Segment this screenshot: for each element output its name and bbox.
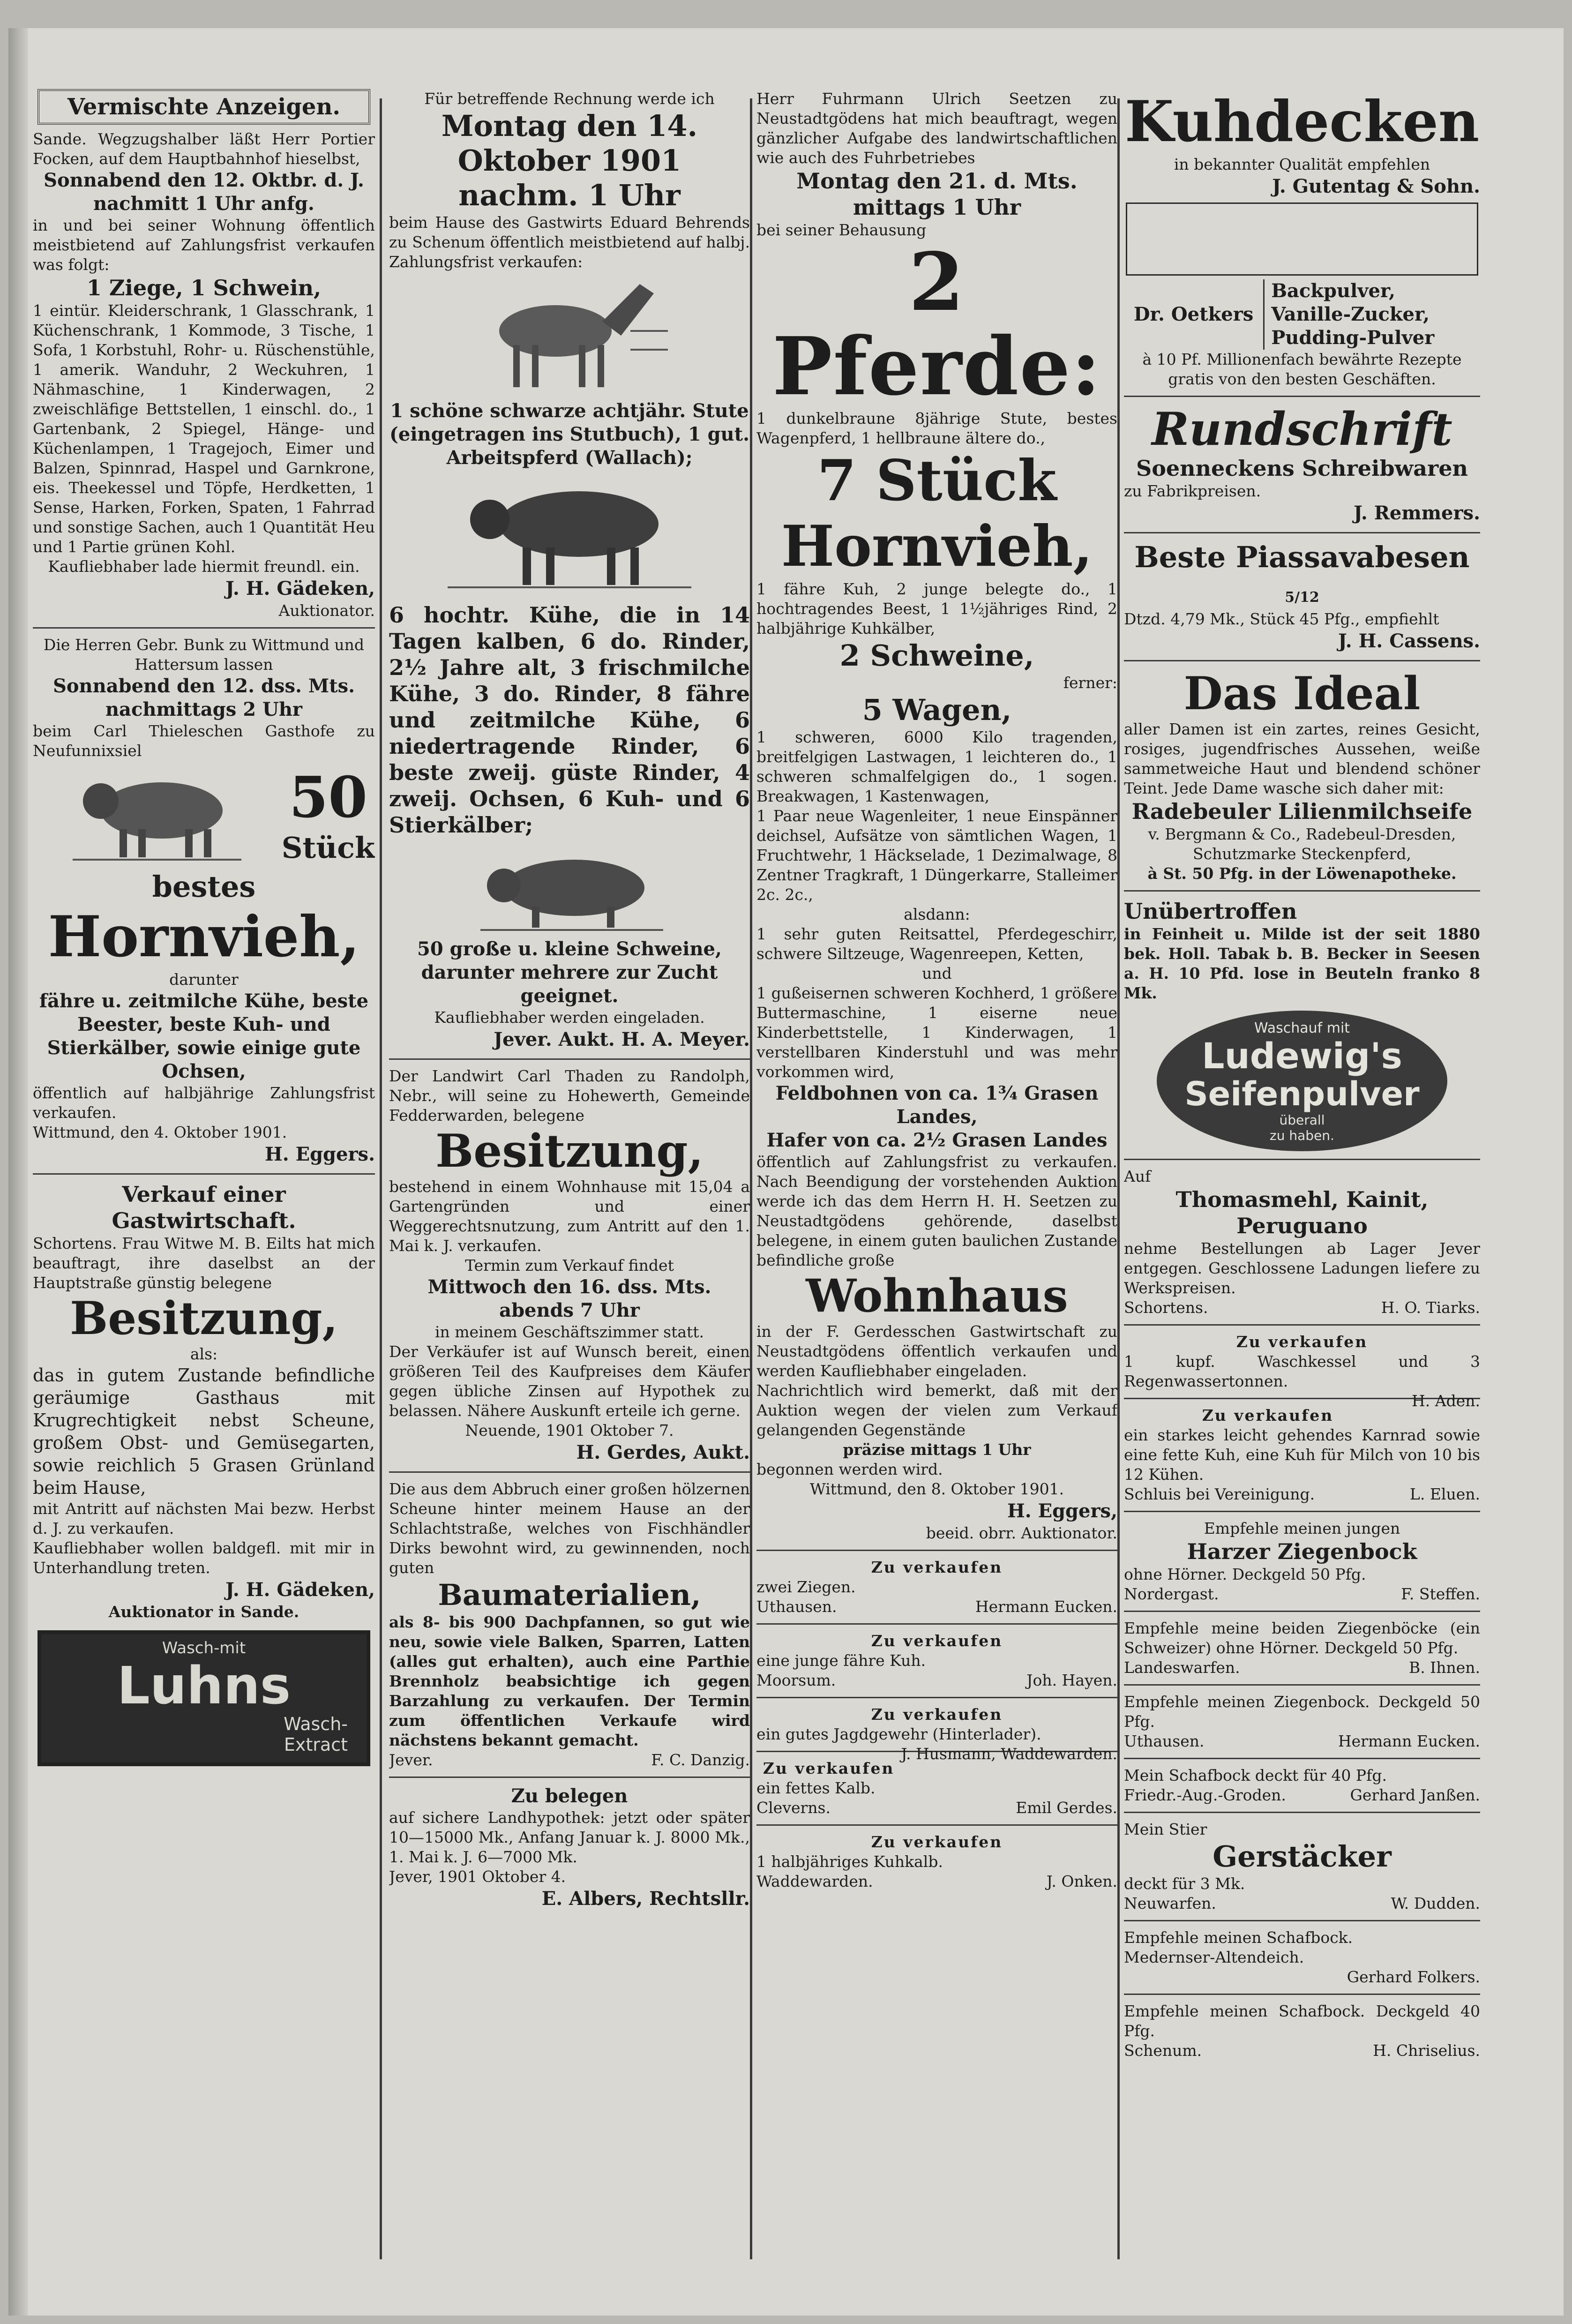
ad-text: ein gutes Jagdgewehr (Hinterlader).: [756, 1725, 1041, 1743]
ad-ziegenbock-uthausen: [1124, 1684, 1480, 1751]
ad-date: Montag den 21. d. Mts.: [796, 168, 1078, 194]
ad-headline: Thomasmehl, Kainit, Peruguano: [1175, 1187, 1429, 1238]
small-ad: [1124, 1324, 1480, 1410]
ad-separator: [1124, 1511, 1480, 1512]
ad-intro: Auf: [1124, 1167, 1151, 1185]
ad-separator: [1124, 396, 1480, 397]
ad-title: Zu verkaufen: [1202, 1406, 1334, 1424]
ad-sign-row: [756, 1872, 1117, 1891]
ad-time2: präzise mittags 1 Uhr: [843, 1440, 1031, 1459]
ad-headline: Harzer Ziegenbock: [1187, 1539, 1417, 1564]
ad-signature: H. Eggers,: [1007, 1500, 1117, 1522]
ad-text: ein fettes Kalb.: [756, 1779, 876, 1797]
ad-beans: Feldbohnen von ca. 1¾ Grasen Landes,: [775, 1082, 1099, 1128]
ad-cattle-count: 7 Stück: [817, 448, 1057, 514]
ad-animals: 1 Ziege, 1 Schwein,: [86, 275, 322, 300]
ad-count: 50: [289, 765, 367, 831]
cow-and-count: [33, 761, 375, 870]
ad-name: Joh. Hayen.: [1026, 1671, 1117, 1689]
ad-time: mittags 1 Uhr: [853, 195, 1021, 220]
ad-cattle-head: Hornvieh,: [781, 513, 1093, 579]
ad-signature: H. Eggers.: [264, 1143, 375, 1165]
ad-horses-head: 2 Pferde:: [772, 235, 1102, 413]
ad-name: Emil Gerdes.: [1016, 1799, 1117, 1817]
ad-date: Mittwoch den 16. dss. Mts.: [427, 1276, 711, 1298]
logo-product: Seifenpulver: [1184, 1075, 1420, 1113]
ad-separator: [1124, 532, 1480, 533]
ad-terms: Der Verkäufer ist auf Wunsch bereit, einen größeren Teil des Kaufpreises dem Käufer gegen übliche Zinsen auf Hypothek zu belassen. Nähere Auskunft erteile ich gerne.: [389, 1342, 750, 1420]
ad-headline: Das Ideal: [1183, 667, 1421, 720]
ad-ferner: ferner:: [1063, 674, 1117, 692]
ad-text: als 8- bis 900 Dachpfannen, so gut wie neu, sowie viele Balken, Sparren, Latten (alles gut erhalten), auch eine Parthie Brennholz beabsichtige ich gegen Barzahlung zu verkaufen. Der Termin zum öffentlichen Verkaufe wird nächstens bekannt gemacht.: [389, 1613, 750, 1749]
ad-text: in und bei seiner Wohnung öffentlich meistbietend auf Zahlungsfrist verkaufen was folgt:: [33, 216, 375, 274]
ad-text: eine junge fähre Kuh.: [756, 1651, 926, 1670]
ad-sign-row: [756, 1671, 1117, 1690]
ad-headline: Hornvieh,: [48, 904, 360, 970]
ad-place: Schenum.: [1124, 2041, 1202, 2060]
ad-place: beim Carl Thieleschen Gasthofe zu Neufunnixsiel: [33, 722, 375, 760]
ad-price: zu Fabrikpreisen.: [1124, 482, 1261, 500]
ad-title: Verkauf einer Gastwirtschaft.: [112, 1182, 296, 1233]
ad-headline: Besitzung,: [70, 1292, 338, 1345]
ad-role: beeid. obrr. Auktionator.: [926, 1524, 1117, 1542]
ad-maker: v. Bergmann & Co., Radebeul-Dresden, Schutzmarke Steckenpferd,: [1148, 825, 1456, 863]
ad-als: als:: [190, 1345, 218, 1363]
small-ad: [1124, 1398, 1480, 1504]
ad-headline: Unübertroffen: [1124, 899, 1297, 924]
ad-separator: [389, 1058, 750, 1060]
ad-intro: Für betreffende Rechnung werde ich: [424, 90, 715, 108]
ad-schafbock-schenum: [1124, 1994, 1480, 2061]
ad-title: Zu verkaufen: [871, 1833, 1003, 1851]
ad-time: nachmitt 1 Uhr anfg.: [93, 193, 314, 215]
ad-auction-sande: [33, 129, 375, 621]
column-3: [756, 89, 1117, 2287]
ad-intro: Der Landwirt Carl Thaden zu Randolph, Nebr., will seine zu Hohewerth, Gemeinde Fedderwarden, belegene: [389, 1067, 750, 1125]
ad-separator: [1124, 1684, 1480, 1686]
ad-title: Zu belegen: [511, 1785, 628, 1807]
ad-signature: H. Gerdes, Aukt.: [576, 1441, 750, 1463]
ad-intro: Empfehle meinen jungen: [1204, 1519, 1400, 1537]
ad-thomasmehl: [1124, 1167, 1480, 1318]
ad-text: deckt für 3 Mk.: [1124, 1874, 1245, 1893]
ad-intro: Die Herren Gebr. Bunk zu Wittmund und Hattersum lassen: [43, 636, 365, 674]
ad-signature: H. O. Tiarks.: [1381, 1298, 1480, 1317]
ad-dateline: Jever, 1901 Oktober 4.: [389, 1867, 566, 1886]
ad-pigs: 2 Schweine,: [839, 638, 1034, 673]
ad-text: aller Damen ist ein zartes, reines Gesicht, rosiges, jugendfrisches Aussehen, weiße sammetweiche Haut und blendend schöner Teint. Jede Dame wasche sich daher mit:: [1124, 720, 1480, 797]
ad-time: abends 7 Uhr: [499, 1299, 640, 1321]
ad-alsdann: alsdann:: [904, 905, 970, 923]
ad-besen: [1124, 540, 1480, 653]
ad-place: Moorsum.: [756, 1671, 836, 1689]
horse-illustration: [462, 275, 677, 397]
ad-items: 1 eintür. Kleiderschrank, 1 Glasschrank, 1 Küchenschrank, 1 Kommode, 3 Tische, 1 Sofa, 1 Korbstuhl, Rohr- u. Rüschenstühle, 1 amerik. Wanduhr, 2 Weckuhren, 1 Nähmaschine, 1 Kinderwagen, 2 zweischläfige Bettstellen, 1 einschl. do., 1 Gartenbank, 2 Spiegel, Hänge- und Küchenlampen, 1 Tragejoch, Eimer und Balzen, Spinnrad, Haspel und Garnkrone, eis. Theekessel und Töpfe, Herdketten, 1 Sense, Harken, Forken, Spaten, 1 Fahrrad und sonstige Sachen, auch 1 Quantität Heu und 1 Partie grünen Kohl.: [33, 301, 375, 556]
ad-separator: [33, 627, 375, 629]
ad-signature: E. Albers, Rechtsllr.: [541, 1888, 750, 1910]
ad-name: Gerhard Janßen.: [1350, 1786, 1480, 1804]
ad-role: Auktionator.: [278, 601, 375, 620]
ad-place: Schluis bei Vereinigung.: [1124, 1485, 1315, 1503]
ad-separator: [756, 1697, 1117, 1698]
ludewig-logo: [1157, 1011, 1447, 1151]
ad-place: Cleverns.: [756, 1799, 831, 1817]
ad-ideal: [1124, 668, 1480, 884]
ad-name: B. Ihnen.: [1408, 1658, 1480, 1677]
ad-text: in bekannter Qualität empfehlen: [1174, 155, 1430, 173]
ad-signature: J. H. Gädeken,: [225, 1579, 375, 1601]
ad-besitzung-fedderwarden: [389, 1066, 750, 1465]
ad-closing: Kaufliebhaber wollen baldgefl. mit mir in Unterhandlung treten.: [33, 1539, 375, 1577]
ad-cattle-wittmund: [33, 635, 375, 1167]
ad-title: Zu verkaufen: [871, 1558, 1003, 1576]
ad-separator: [389, 1777, 750, 1778]
ad-separator: [756, 1623, 1117, 1625]
ad-headline: Gerstäcker: [1213, 1839, 1392, 1874]
ad-signature: Jever. Aukt. H. A. Meyer.: [494, 1028, 750, 1050]
ad-sign-row: [1124, 1484, 1480, 1504]
ad-intro: Sande. Wegzugshalber läßt Herr Portier Focken, auf dem Hauptbahnhof hieselbst,: [33, 130, 375, 168]
count-block: [282, 765, 375, 865]
ad-place: Neuwarfen.: [1124, 1894, 1216, 1912]
ad-tools: 1 Paar neue Wagenleiter, 1 neue Einspänner deichsel, Aufsätze von sämtlichen Wagen, 1 Fruchtwehr, 1 Häckselade, 1 Dezimalwage, 8 Zentner Tragkraft, 1 Düngerkarre, Stalleimer 2c. 2c.,: [756, 807, 1117, 904]
ad-signature: J. Remmers.: [1354, 502, 1480, 524]
ad-text: auf sichere Landhypothek: jetzt oder später 10—15000 Mk., Anfang Januar k. J. 8000 Mk., 1. Mai k. J. 6—7000 Mk.: [389, 1808, 750, 1866]
ad-closing: Kaufliebhaber werden eingeladen.: [434, 1008, 705, 1027]
ad-time: nachm. 1 Uhr: [458, 178, 681, 212]
luhns-logo: [37, 1630, 370, 1766]
small-ad: [756, 1623, 1117, 1690]
ad-name: J. Onken.: [1046, 1872, 1117, 1890]
oetker-row: [1124, 279, 1480, 350]
column-rule: [750, 98, 752, 2259]
ad-place: Uthausen.: [1124, 1732, 1205, 1750]
ad-fraction: 5/12: [1285, 589, 1319, 606]
cow-illustration: [68, 764, 246, 867]
ad-text: zwei Ziegen.: [756, 1578, 856, 1596]
ad-intro: Herr Fuhrmann Ulrich Seetzen zu Neustadtgödens hat mich beauftragt, wegen gänzlicher Aufgabe des landwirtschaftlichen wie auch des Fuhrbetriebes: [756, 90, 1117, 167]
ad-separator: [1124, 1611, 1480, 1612]
ad-auction-schenum: [389, 89, 750, 1052]
ad-name: L. Eluen.: [1409, 1485, 1480, 1503]
ad-text: Empfehle meinen Schafbock.: [1124, 1928, 1353, 1947]
ad-separator: [1124, 890, 1480, 892]
ad-name: F. Steffen.: [1401, 1585, 1480, 1603]
cow-illustration: [438, 472, 701, 599]
ad-ziegenboecke: [1124, 1611, 1480, 1678]
logo-brand: Luhns: [117, 1656, 291, 1716]
ad-signature: J. H. Gädeken,: [225, 577, 375, 600]
ad-tabak: [1124, 898, 1480, 1003]
ad-text: Empfehle meine beiden Ziegenböcke (ein Schweizer) ohne Hörner. Deckgeld 50 Pfg.: [1124, 1619, 1480, 1657]
logo-sub2: zu haben.: [1270, 1128, 1334, 1143]
ad-text: ein starkes leicht gehendes Karnrad sowie eine fette Kuh, eine Kuh für Milch von 10 bis 12 Kühen.: [1124, 1426, 1480, 1484]
ad-name: H. Aden.: [1412, 1392, 1480, 1410]
ad-auction-neustadtgoedens: [756, 89, 1117, 1543]
ad-date: Sonnabend den 12. Oktbr. d. J.: [44, 169, 364, 191]
ad-horses: 1 dunkelbraune 8jährige Stute, bestes Wagenpferd, 1 hellbraune ältere do.,: [756, 409, 1117, 447]
ad-separator: [1124, 1812, 1480, 1813]
ad-headline-row: [1124, 540, 1480, 609]
ad-terms: öffentlich auf Zahlungsfrist zu verkaufen. Nach Beendigung der vorstehenden Auktion werde ich das dem Herrn H. H. Seetzen zu Neustadtgödens gehörende, daselbst belegene, in einem guten baulichen Zustande befindliche große: [756, 1153, 1117, 1269]
ad-name: Gerhard Folkers.: [1347, 1968, 1480, 1986]
ad-headline: Kuhdecken: [1124, 89, 1480, 155]
ad-best: bestes: [152, 870, 256, 904]
ad-signature: J. H. Cassens.: [1338, 630, 1480, 652]
ad-bold-text: fähre u. zeitmilche Kühe, beste Beester, beste Kuh- und Stierkälber, sowie einige gute Ochsen,: [39, 990, 369, 1082]
ad-sign-row: [1124, 1298, 1480, 1318]
ad-place: Jever.: [389, 1751, 433, 1769]
ad-closing: Kaufliebhaber lade hiermit freundl. ein.: [48, 557, 360, 576]
ad-price: à 10 Pf. Millionenfach bewährte Rezepte gratis von den besten Geschäften.: [1142, 350, 1462, 388]
empty-box: [1126, 202, 1478, 276]
ad-oetker: [1124, 279, 1480, 389]
ad-place: Landeswarfen.: [1124, 1658, 1240, 1677]
ad-dateline: Wittmund, den 8. Oktober 1901.: [809, 1480, 1064, 1498]
ad-schafbock-medernser: [1124, 1920, 1480, 1987]
ad-signature: F. C. Danzig.: [651, 1751, 750, 1769]
ad-dateline: Neuende, 1901 Oktober 7.: [465, 1421, 674, 1439]
newspaper-page: [8, 28, 1564, 2316]
ad-term: Termin zum Verkauf findet: [465, 1256, 674, 1274]
column-rule: [380, 98, 382, 2259]
ad-dateline: Wittmund, den 4. Oktober 1901.: [33, 1123, 287, 1141]
ad-place: Uthausen.: [756, 1597, 837, 1616]
ad-schafbock-groden: [1124, 1758, 1480, 1805]
ad-wagons: 5 Wagen,: [862, 693, 1012, 727]
ad-rundschrift: [1124, 404, 1480, 525]
ad-text: das in gutem Zustande befindliche geräumige Gasthaus mit Krugrechtigkeit nebst Scheune, großem Obst- und Gemüsegarten, sowie reichlich 5 Grasen Grünland beim Hause,: [33, 1365, 375, 1498]
ad-text: Mein Schafbock deckt für 40 Pfg.: [1124, 1766, 1387, 1784]
ad-name: J. Husmann, Waddewarden.: [901, 1745, 1117, 1763]
logo-sub1: Wasch-: [284, 1714, 348, 1734]
section-header: Vermischte Anzeigen.: [37, 89, 370, 125]
column-1: [33, 89, 375, 2287]
page-spine: [8, 28, 28, 2316]
ad-sign-row: [1124, 1658, 1480, 1678]
ad-separator: [756, 1550, 1117, 1551]
ad-name: Hermann Eucken.: [975, 1597, 1117, 1616]
ad-name: Hermann Eucken.: [1338, 1732, 1480, 1750]
ad-separator: [1124, 1920, 1480, 1921]
ad-sign-row: [1124, 1785, 1480, 1805]
ad-price: à St. 50 Pfg. in der Löwenapotheke.: [1147, 864, 1457, 883]
ad-intro: Schortens. Frau Witwe M. B. Eilts hat mich beauftragt, ihre daselbst an der Hauptstraße günstig belegene: [33, 1234, 375, 1292]
ad-place: Schortens.: [1124, 1298, 1208, 1317]
ad-baumaterialien: [389, 1479, 750, 1770]
ad-text: Empfehle meinen Schafbock. Deckgeld 40 Pfg.: [1124, 2002, 1480, 2040]
ad-title: Zu verkaufen: [763, 1759, 895, 1777]
ad-pigs: 50 große u. kleine Schweine, darunter mehrere zur Zucht geeignet.: [417, 938, 722, 1007]
ad-house-text: in der F. Gerdesschen Gastwirtschaft zu Neustadtgödens öffentlich verkaufen und werden Kaufliebhaber eingeladen.: [756, 1322, 1117, 1380]
column-4: [1124, 89, 1480, 2287]
ad-intro: Die aus dem Abbruch einer großen hölzernen Scheune hinter meinem Hause an der Schlachtstraße, welches von Fischhändler Dirks bewohnt wird, zu gewinnenden, noch guten: [389, 1480, 750, 1577]
ad-place: Medernser-Altendeich.: [1124, 1948, 1304, 1966]
logo-top: Waschauf mit: [1254, 1020, 1350, 1036]
ad-place: Nordergast.: [1124, 1585, 1219, 1603]
ad-kuhdecken: [1124, 89, 1480, 199]
ad-title: Zu verkaufen: [871, 1632, 1003, 1650]
ad-separator: [1124, 660, 1480, 661]
ad-horses: 1 schöne schwarze achtjähr. Stute (eingetragen ins Stutbuch), 1 gut. Arbeitspferd (Wallach);: [389, 400, 750, 469]
ad-date: Montag den 14. Oktober 1901: [441, 109, 698, 178]
ad-text: 1 halbjähriges Kuhkalb.: [756, 1852, 943, 1871]
ad-place: in meinem Geschäftszimmer statt.: [434, 1323, 704, 1341]
ad-text: bestehend in einem Wohnhause mit 15,04 a Gartengründen und einer Weggerechtsnutzung, zum Antritt auf den 1. Mai k. J. verkaufen.: [389, 1177, 750, 1255]
ad-place: Waddewarden.: [756, 1872, 873, 1890]
ad-sign-row: [756, 1798, 1117, 1818]
ad-terms: mit Antritt auf nächsten Mai bezw. Herbst d. J. zu verkaufen.: [33, 1499, 375, 1537]
ad-text: nehme Bestellungen ab Lager Jever entgegen. Geschlossene Ladungen liefere zu Werkspreisen.: [1124, 1239, 1480, 1297]
ad-begin: begonnen werden wird.: [756, 1460, 943, 1478]
ad-signature-line: [389, 1750, 750, 1770]
small-ad: [756, 1697, 1117, 1763]
ad-separator: [33, 1173, 375, 1175]
ad-separator: [389, 1471, 750, 1473]
ad-date: Sonnabend den 12. dss. Mts.: [52, 675, 355, 697]
logo-sub1: überall: [1279, 1112, 1325, 1128]
ad-sign-row: [756, 1597, 1117, 1617]
ad-stier: [1124, 1812, 1480, 1913]
ad-separator: [1124, 1994, 1480, 1995]
ad-headline: Beste Piassavabesen: [1134, 540, 1470, 574]
ad-under: darunter: [169, 970, 239, 989]
ad-brand: Dr. Oetkers: [1133, 303, 1254, 325]
pig-illustration: [466, 841, 673, 935]
ad-gastwirtschaft: [33, 1181, 375, 1622]
ad-wagon-items: 1 schweren, 6000 Kilo tragenden, breitfelgigen Lastwagen, 1 leichteren do., 1 schweren schmalfelgigen do., 1 sogen. Breakwagen, 1 Kastenwagen,: [756, 728, 1117, 805]
ad-separator: [1124, 1758, 1480, 1759]
ad-sign-row: [1124, 1894, 1480, 1913]
ad-und: und: [922, 964, 952, 982]
ad-text: 1 kupf. Waschkessel und 3 Regenwassertonnen.: [1124, 1352, 1480, 1390]
ad-cattle: 1 fähre Kuh, 2 junge belegte do., 1 hochtragendes Beest, 1 1½jähriges Rind, 2 halbjährige Kuhkälber,: [756, 580, 1117, 637]
small-ad: [756, 1824, 1117, 1891]
ad-note: Nachrichtlich wird bemerkt, daß mit der Auktion wegen der vielen zum Verkauf gelangenden Gegenstände: [756, 1381, 1117, 1439]
logo-sub2: Extract: [284, 1734, 348, 1755]
ad-text: Empfehle meinen Ziegenbock. Deckgeld 50 Pfg.: [1124, 1693, 1480, 1731]
ad-oats: Hafer von ca. 2½ Grasen Landes: [766, 1129, 1108, 1151]
ad-name: H. Chriselius.: [1373, 2041, 1480, 2060]
ad-household: 1 gußeisernen schweren Kochherd, 1 größere Buttermaschine, 1 eiserne neue Kinderbettstelle, 1 Kinderwagen, 1 verstellbaren Kinderstuhl und was mehr vorkommen wird,: [756, 984, 1117, 1081]
ad-sub: Soenneckens Schreibwaren: [1136, 456, 1468, 481]
ad-house: Wohnhaus: [806, 1269, 1068, 1322]
ad-role: Auktionator in Sande.: [108, 1603, 299, 1621]
ad-separator: [756, 1824, 1117, 1826]
ad-time: nachmittags 2 Uhr: [105, 698, 303, 720]
ad-ziegenbock: [1124, 1511, 1480, 1604]
ad-sign-row: [1124, 1732, 1480, 1751]
ad-more: 1 sehr guten Reitsattel, Pferdegeschirr, schwere Siltzeuge, Wagenreepen, Ketten,: [756, 925, 1117, 963]
ad-unit: Stück: [281, 831, 375, 865]
logo-top: Wasch-mit: [162, 1639, 246, 1657]
ad-title: Zu verkaufen: [871, 1705, 1003, 1724]
small-ad: [756, 1550, 1117, 1617]
ad-sign-row: [1124, 2041, 1480, 2061]
ad-headline: Besitzung,: [435, 1125, 704, 1177]
ad-headline: Rundschrift: [1152, 403, 1452, 456]
ad-signature: J. Gutentag & Sohn.: [1272, 175, 1480, 197]
ad-intro: Mein Stier: [1124, 1820, 1207, 1838]
ad-title: Zu verkaufen: [1236, 1333, 1368, 1351]
ad-cattle: 6 hochtr. Kühe, die in 14 Tagen kalben, 6 do. Rinder, 2½ Jahre alt, 3 frischmilche Kühe, 3 do. Rinder, 8 fähre und zeitmilche Kühe, 6 niedertragende Rinder, 6 beste zweij. güste Rinder, 4 zweij. Ochsen, 6 Kuh- und 6 Stierkälber;: [389, 602, 750, 838]
ad-headline: Baumaterialien,: [438, 1578, 701, 1612]
ad-sign-row: [1124, 1584, 1480, 1604]
ad-place: bei seiner Behausung: [756, 221, 927, 239]
ad-separator: [1124, 1159, 1480, 1160]
ad-place: beim Hause des Gastwirts Eduard Behrends zu Schenum öffentlich meistbietend auf halbj. Zahlungsfrist verkaufen:: [389, 213, 750, 271]
column-2: [389, 89, 750, 2287]
logo-brand: Ludewig's: [1202, 1035, 1402, 1077]
ad-name: W. Dudden.: [1391, 1894, 1480, 1912]
ad-text: ohne Hörner. Deckgeld 50 Pfg.: [1124, 1565, 1366, 1583]
ad-place: Friedr.-Aug.-Groden.: [1124, 1786, 1286, 1804]
ad-text: Dtzd. 4,79 Mk., Stück 45 Pfg., empfiehlt: [1124, 610, 1439, 628]
ad-product: Radebeuler Lilienmilchseife: [1131, 799, 1473, 824]
small-ads-list: [756, 1550, 1117, 1891]
ad-terms: öffentlich auf halbjährige Zahlungsfrist verkaufen.: [33, 1084, 375, 1122]
ad-hypothek: [389, 1784, 750, 1911]
ad-text: in Feinheit u. Milde ist der seit 1880 bek. Holl. Tabak b. B. Becker in Seesen a. H. 10 Pfd. lose in Beuteln franko 8 Mk.: [1124, 925, 1480, 1002]
ad-products: Backpulver, Vanille-Zucker, Pudding-Pulver: [1263, 279, 1480, 350]
ad-separator: [1124, 1324, 1480, 1326]
small-ads-list: [1124, 1324, 1480, 1504]
column-rule: [1117, 98, 1120, 2259]
